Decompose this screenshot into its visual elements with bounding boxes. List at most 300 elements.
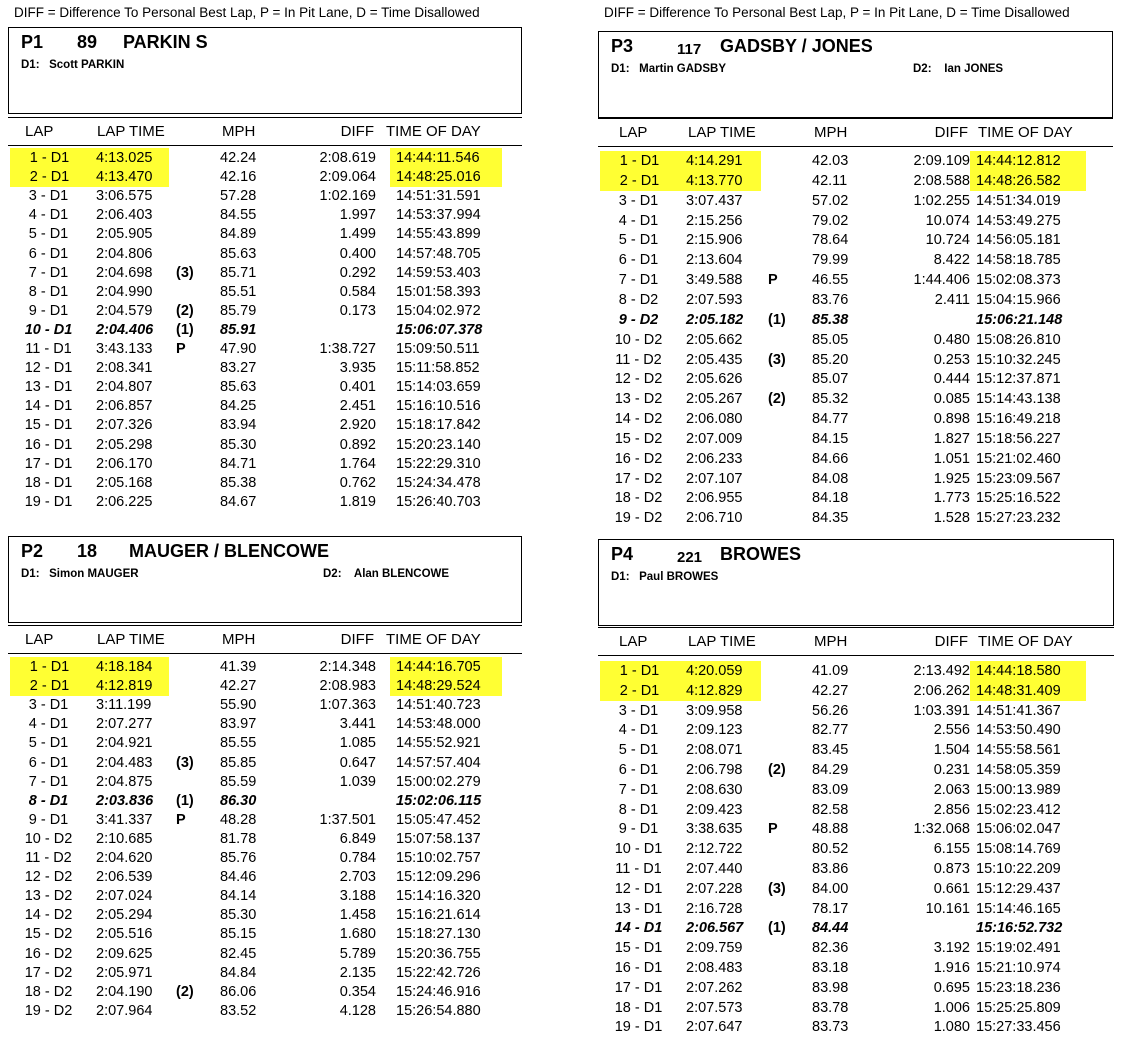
lap-time: 3:07.437 bbox=[686, 193, 743, 209]
lap-flag: P bbox=[768, 821, 778, 837]
lap-number: 14 - D2 bbox=[614, 411, 663, 427]
column-headings bbox=[598, 118, 1113, 147]
lap-time: 4:14.291 bbox=[679, 151, 761, 171]
lap-time-of-day: 15:04:15.966 bbox=[976, 292, 1061, 308]
lap-diff: 0.898 bbox=[933, 411, 970, 427]
lap-row bbox=[8, 1001, 522, 1021]
lap-time: 2:06.233 bbox=[686, 451, 743, 467]
lap-mph: 82.77 bbox=[812, 722, 849, 738]
lap-number: 10 - D2 bbox=[614, 332, 663, 348]
lap-flag: (3) bbox=[176, 265, 194, 281]
lap-time-of-day: 14:44:16.705 bbox=[390, 657, 502, 677]
lap-time-of-day: 14:48:25.016 bbox=[390, 167, 502, 187]
lap-time-of-day: 14:55:58.561 bbox=[976, 742, 1061, 758]
lap-time: 2:05.294 bbox=[96, 907, 153, 923]
lap-number: 13 - D1 bbox=[24, 379, 73, 395]
lap-row bbox=[598, 760, 1114, 780]
lap-time: 2:06.170 bbox=[96, 456, 153, 472]
lap-time-of-day: 15:26:54.880 bbox=[396, 1003, 481, 1019]
lap-flag: (1) bbox=[176, 793, 194, 809]
lap-time-of-day: 14:55:52.921 bbox=[396, 735, 481, 751]
lap-diff: 10.074 bbox=[925, 213, 970, 229]
lap-time: 2:07.262 bbox=[686, 980, 743, 996]
lap-row bbox=[8, 791, 522, 811]
lap-time: 2:04.579 bbox=[96, 303, 153, 319]
lap-time-of-day: 15:18:17.842 bbox=[396, 417, 481, 433]
lap-time: 4:13.025 bbox=[89, 148, 169, 168]
lap-mph: 86.30 bbox=[220, 793, 257, 809]
lap-row bbox=[598, 978, 1114, 998]
lap-time: 4:20.059 bbox=[679, 661, 761, 681]
lap-time-of-day: 15:16:52.732 bbox=[976, 920, 1063, 936]
lap-time-of-day: 15:19:02.491 bbox=[976, 940, 1061, 956]
lap-time-of-day: 15:16:49.218 bbox=[976, 411, 1061, 427]
lap-flag: (1) bbox=[768, 920, 786, 936]
lap-time: 2:08.630 bbox=[686, 782, 743, 798]
lap-row bbox=[598, 681, 1114, 701]
lap-number: 14 - D1 bbox=[24, 398, 73, 414]
lap-flag: (3) bbox=[768, 881, 786, 897]
lap-time: 2:12.722 bbox=[686, 841, 743, 857]
lap-number: 1 - D1 bbox=[10, 148, 89, 168]
lap-mph: 57.28 bbox=[220, 188, 257, 204]
lap-time-of-day: 14:48:31.409 bbox=[970, 681, 1086, 701]
lap-mph: 57.02 bbox=[812, 193, 849, 209]
lap-number: 4 - D1 bbox=[28, 716, 69, 732]
lap-number: 13 - D2 bbox=[614, 391, 663, 407]
lap-row bbox=[598, 310, 1113, 330]
lap-mph: 83.18 bbox=[812, 960, 849, 976]
heading-diff: DIFF bbox=[934, 124, 968, 141]
lap-diff: 2.856 bbox=[933, 802, 970, 818]
lap-mph: 85.20 bbox=[812, 352, 849, 368]
lap-number: 5 - D1 bbox=[618, 232, 659, 248]
lap-number: 15 - D1 bbox=[614, 940, 663, 956]
team-name: MAUGER / BLENCOWE bbox=[129, 541, 329, 561]
lap-diff: 1.680 bbox=[339, 926, 376, 942]
lap-diff: 10.161 bbox=[925, 901, 970, 917]
lap-mph: 46.55 bbox=[812, 272, 849, 288]
lap-time: 2:04.990 bbox=[96, 284, 153, 300]
driver-1: D1: Simon MAUGER bbox=[21, 568, 139, 580]
lap-row bbox=[8, 676, 522, 696]
lap-time: 2:07.573 bbox=[686, 1000, 743, 1016]
position-label: P2 bbox=[21, 541, 44, 561]
lap-row bbox=[598, 720, 1114, 740]
lap-mph: 42.11 bbox=[812, 173, 848, 189]
lap-time-of-day: 15:14:16.320 bbox=[396, 888, 481, 904]
lap-number: 6 - D1 bbox=[28, 755, 69, 771]
lap-mph: 42.24 bbox=[220, 150, 257, 166]
lap-diff: 0.085 bbox=[933, 391, 970, 407]
lap-number: 16 - D2 bbox=[614, 451, 663, 467]
lap-number: 6 - D1 bbox=[618, 762, 659, 778]
lap-number: 7 - D1 bbox=[28, 774, 69, 790]
lap-mph: 84.44 bbox=[812, 920, 849, 936]
lap-mph: 83.78 bbox=[812, 1000, 849, 1016]
lap-diff: 1:02.169 bbox=[319, 188, 376, 204]
lap-mph: 84.14 bbox=[220, 888, 257, 904]
lap-diff: 2:06.262 bbox=[913, 683, 970, 699]
lap-time-of-day: 15:11:58.852 bbox=[396, 360, 480, 376]
lap-row bbox=[8, 301, 522, 321]
lap-row bbox=[8, 282, 522, 302]
lap-mph: 84.84 bbox=[220, 965, 257, 981]
lap-mph: 47.90 bbox=[220, 341, 257, 357]
lap-number: 18 - D2 bbox=[614, 490, 663, 506]
lap-diff: 1.925 bbox=[933, 471, 970, 487]
lap-time: 2:04.190 bbox=[96, 984, 153, 1000]
lap-diff: 1.764 bbox=[339, 456, 376, 472]
lap-mph: 84.55 bbox=[220, 207, 257, 223]
lap-diff: 0.873 bbox=[933, 861, 970, 877]
lap-row bbox=[598, 330, 1113, 350]
lap-diff: 2.411 bbox=[934, 292, 970, 308]
lap-row bbox=[598, 151, 1113, 171]
lap-time: 2:06.080 bbox=[686, 411, 743, 427]
lap-diff: 0.661 bbox=[933, 881, 970, 897]
lap-number: 10 - D1 bbox=[614, 841, 663, 857]
lap-time: 3:38.635 bbox=[686, 821, 743, 837]
lap-number: 9 - D1 bbox=[28, 303, 69, 319]
lap-number: 11 - D1 bbox=[25, 341, 72, 357]
lap-mph: 83.76 bbox=[812, 292, 849, 308]
lap-number: 15 - D2 bbox=[614, 431, 663, 447]
lap-mph: 83.52 bbox=[220, 1003, 257, 1019]
lap-mph: 56.26 bbox=[812, 703, 849, 719]
lap-time-of-day: 15:16:21.614 bbox=[396, 907, 481, 923]
lap-row bbox=[598, 800, 1114, 820]
lap-mph: 79.99 bbox=[812, 252, 849, 268]
lap-number: 9 - D1 bbox=[28, 812, 69, 828]
lap-row bbox=[8, 377, 522, 397]
lap-flag: P bbox=[176, 341, 186, 357]
lap-row bbox=[8, 186, 522, 206]
lap-row bbox=[598, 839, 1114, 859]
lap-time: 2:04.620 bbox=[96, 850, 153, 866]
lap-time-of-day: 14:58:18.785 bbox=[976, 252, 1061, 268]
lap-mph: 48.28 bbox=[220, 812, 257, 828]
lap-mph: 85.55 bbox=[220, 735, 257, 751]
lap-number: 5 - D1 bbox=[28, 735, 69, 751]
lap-time-of-day: 15:08:14.769 bbox=[976, 841, 1061, 857]
lap-time-of-day: 15:24:46.916 bbox=[396, 984, 481, 1000]
lap-time: 2:07.024 bbox=[96, 888, 153, 904]
driver-1: D1: Martin GADSBY bbox=[611, 63, 727, 75]
lap-diff: 2.920 bbox=[339, 417, 376, 433]
lap-diff: 2.451 bbox=[339, 398, 376, 414]
lap-flag: (2) bbox=[768, 762, 786, 778]
lap-row bbox=[8, 224, 522, 244]
lap-flag: (1) bbox=[176, 322, 194, 338]
lap-time: 2:06.857 bbox=[96, 398, 153, 414]
lap-time-of-day: 15:01:58.393 bbox=[396, 284, 481, 300]
lap-row bbox=[8, 753, 522, 773]
lap-time: 3:43.133 bbox=[96, 341, 153, 357]
lap-mph: 85.32 bbox=[812, 391, 849, 407]
lap-row bbox=[598, 449, 1113, 469]
lap-time: 3:06.575 bbox=[96, 188, 153, 204]
lap-time-of-day: 15:24:34.478 bbox=[396, 475, 481, 491]
lap-time-of-day: 14:57:57.404 bbox=[396, 755, 481, 771]
lap-mph: 83.09 bbox=[812, 782, 849, 798]
lap-time-of-day: 14:53:49.275 bbox=[976, 213, 1061, 229]
lap-row bbox=[8, 829, 522, 849]
lap-time-of-day: 15:27:23.232 bbox=[976, 510, 1061, 526]
lap-row bbox=[598, 191, 1113, 211]
lap-row bbox=[598, 488, 1113, 508]
lap-time-of-day: 15:10:32.245 bbox=[976, 352, 1061, 368]
lap-mph: 48.88 bbox=[812, 821, 849, 837]
heading-diff: DIFF bbox=[340, 631, 374, 648]
position-label: P1 bbox=[21, 32, 44, 52]
lap-row bbox=[598, 879, 1114, 899]
lap-row bbox=[8, 244, 522, 264]
lap-time-of-day: 14:51:40.723 bbox=[396, 697, 481, 713]
lap-time-of-day: 15:22:42.726 bbox=[396, 965, 481, 981]
heading-tod: TIME OF DAY bbox=[978, 633, 1073, 650]
lap-time-of-day: 15:10:02.757 bbox=[396, 850, 481, 866]
lap-diff: 0.762 bbox=[339, 475, 376, 491]
lap-number: 10 - D1 bbox=[24, 322, 73, 338]
lap-mph: 82.36 bbox=[812, 940, 849, 956]
lap-time-of-day: 14:51:41.367 bbox=[976, 703, 1061, 719]
lap-time: 2:06.798 bbox=[686, 762, 743, 778]
lap-time: 3:49.588 bbox=[686, 272, 743, 288]
lap-row bbox=[8, 263, 522, 283]
lap-diff: 0.584 bbox=[339, 284, 376, 300]
lap-diff: 2:08.619 bbox=[319, 150, 376, 166]
lap-row bbox=[598, 369, 1113, 389]
lap-mph: 42.27 bbox=[812, 683, 849, 699]
position-label: P3 bbox=[611, 36, 634, 56]
lap-time-of-day: 14:44:12.812 bbox=[970, 151, 1086, 171]
lap-row bbox=[8, 905, 522, 925]
lap-mph: 42.27 bbox=[220, 678, 257, 694]
lap-diff: 3.441 bbox=[339, 716, 376, 732]
lap-time: 2:09.123 bbox=[686, 722, 743, 738]
lap-row bbox=[8, 714, 522, 734]
lap-number: 19 - D1 bbox=[24, 494, 73, 510]
lap-number: 7 - D1 bbox=[28, 265, 69, 281]
column-headings bbox=[598, 627, 1114, 656]
lap-row bbox=[8, 924, 522, 944]
lap-row bbox=[8, 358, 522, 378]
lap-flag: P bbox=[176, 812, 186, 828]
heading-laptime: LAP TIME bbox=[97, 123, 165, 140]
lap-time: 2:06.710 bbox=[686, 510, 743, 526]
lap-diff: 1.504 bbox=[933, 742, 970, 758]
lap-time-of-day: 15:16:10.516 bbox=[396, 398, 481, 414]
lap-mph: 80.52 bbox=[812, 841, 849, 857]
lap-number: 17 - D2 bbox=[24, 965, 73, 981]
lap-row bbox=[8, 492, 522, 512]
lap-row bbox=[598, 1017, 1114, 1037]
lap-time: 4:12.829 bbox=[679, 681, 761, 701]
lap-time: 2:09.625 bbox=[96, 946, 153, 962]
lap-row bbox=[598, 230, 1113, 250]
lap-time: 4:13.470 bbox=[89, 167, 169, 187]
lap-mph: 41.09 bbox=[812, 663, 849, 679]
heading-lap: LAP bbox=[619, 633, 648, 650]
lap-time: 2:07.964 bbox=[96, 1003, 153, 1019]
lap-mph: 85.71 bbox=[220, 265, 257, 281]
lap-time: 2:07.228 bbox=[686, 881, 743, 897]
lap-diff: 2.556 bbox=[933, 722, 970, 738]
lap-number: 10 - D2 bbox=[24, 831, 73, 847]
lap-number: 14 - D1 bbox=[614, 920, 663, 936]
lap-row bbox=[8, 944, 522, 964]
lap-time: 2:07.647 bbox=[686, 1019, 743, 1035]
lap-number: 13 - D1 bbox=[614, 901, 663, 917]
lap-time-of-day: 15:02:06.115 bbox=[396, 793, 482, 809]
lap-row bbox=[598, 429, 1113, 449]
lap-number: 12 - D2 bbox=[614, 371, 663, 387]
lap-mph: 79.02 bbox=[812, 213, 849, 229]
lap-mph: 83.94 bbox=[220, 417, 257, 433]
lap-diff: 1:03.391 bbox=[913, 703, 970, 719]
lap-mph: 85.91 bbox=[220, 322, 257, 338]
lap-time-of-day: 15:08:26.810 bbox=[976, 332, 1061, 348]
lap-time-of-day: 15:18:27.130 bbox=[396, 926, 481, 942]
lap-diff: 10.724 bbox=[925, 232, 970, 248]
lap-row bbox=[598, 701, 1114, 721]
lap-diff: 2:13.492 bbox=[913, 663, 970, 679]
heading-mph: MPH bbox=[814, 633, 848, 650]
lap-number: 19 - D2 bbox=[24, 1003, 73, 1019]
lap-time: 2:05.626 bbox=[686, 371, 743, 387]
lap-number: 12 - D1 bbox=[614, 881, 663, 897]
lap-diff: 1:02.255 bbox=[913, 193, 970, 209]
lap-row bbox=[8, 810, 522, 830]
lap-diff: 0.401 bbox=[339, 379, 376, 395]
lap-time-of-day: 15:10:22.209 bbox=[976, 861, 1061, 877]
lap-row bbox=[8, 167, 522, 187]
lap-row bbox=[598, 938, 1114, 958]
lap-diff: 0.354 bbox=[339, 984, 376, 1000]
lap-diff: 8.422 bbox=[933, 252, 970, 268]
lap-diff: 1.051 bbox=[933, 451, 970, 467]
lap-row bbox=[598, 740, 1114, 760]
lap-diff: 0.231 bbox=[933, 762, 970, 778]
lap-time-of-day: 14:48:29.524 bbox=[390, 676, 502, 696]
lap-time: 3:09.958 bbox=[686, 703, 743, 719]
lap-mph: 83.27 bbox=[220, 360, 257, 376]
lap-mph: 84.89 bbox=[220, 226, 257, 242]
lap-time-of-day: 14:56:05.181 bbox=[976, 232, 1061, 248]
lap-number: 17 - D1 bbox=[24, 456, 73, 472]
lap-mph: 84.08 bbox=[812, 471, 849, 487]
lap-time: 2:10.685 bbox=[96, 831, 153, 847]
lap-diff: 1.006 bbox=[933, 1000, 970, 1016]
lap-mph: 84.46 bbox=[220, 869, 257, 885]
lap-diff: 1.039 bbox=[339, 774, 376, 790]
lap-row bbox=[8, 733, 522, 753]
lap-row bbox=[8, 963, 522, 983]
lap-row bbox=[8, 657, 522, 677]
lap-time-of-day: 15:14:03.659 bbox=[396, 379, 481, 395]
lap-diff: 2:08.983 bbox=[319, 678, 376, 694]
lap-diff: 3.935 bbox=[339, 360, 376, 376]
lap-time-of-day: 15:23:09.567 bbox=[976, 471, 1061, 487]
lap-time-of-day: 15:04:02.972 bbox=[396, 303, 481, 319]
lap-diff: 0.784 bbox=[339, 850, 376, 866]
lap-mph: 85.30 bbox=[220, 437, 257, 453]
lap-diff: 2:09.109 bbox=[913, 153, 970, 169]
lap-diff: 0.173 bbox=[339, 303, 376, 319]
lap-time-of-day: 15:07:58.137 bbox=[396, 831, 481, 847]
lap-mph: 84.29 bbox=[812, 762, 849, 778]
lap-time: 2:04.698 bbox=[96, 265, 153, 281]
lap-number: 3 - D1 bbox=[618, 193, 659, 209]
lap-number: 8 - D1 bbox=[28, 793, 69, 809]
lap-diff: 0.253 bbox=[933, 352, 970, 368]
lap-time: 2:06.403 bbox=[96, 207, 153, 223]
lap-time-of-day: 14:59:53.403 bbox=[396, 265, 481, 281]
lap-number: 14 - D2 bbox=[24, 907, 73, 923]
lap-time: 2:04.806 bbox=[96, 246, 153, 262]
lap-diff: 0.292 bbox=[339, 265, 376, 281]
lap-diff: 6.155 bbox=[933, 841, 970, 857]
lap-diff: 2.063 bbox=[933, 782, 970, 798]
lap-time: 2:07.593 bbox=[686, 292, 743, 308]
lap-row bbox=[8, 772, 522, 792]
lap-row bbox=[598, 211, 1113, 231]
lap-time-of-day: 15:02:08.373 bbox=[976, 272, 1061, 288]
lap-time: 2:07.277 bbox=[96, 716, 153, 732]
lap-diff: 1:37.501 bbox=[319, 812, 376, 828]
lap-mph: 85.30 bbox=[220, 907, 257, 923]
lap-row bbox=[8, 695, 522, 715]
lap-time-of-day: 15:25:16.522 bbox=[976, 490, 1061, 506]
lap-mph: 78.17 bbox=[812, 901, 849, 917]
lap-time-of-day: 14:53:37.994 bbox=[396, 207, 481, 223]
team-name: BROWES bbox=[720, 544, 801, 564]
lap-time: 2:05.905 bbox=[96, 226, 153, 242]
lap-number: 4 - D1 bbox=[618, 213, 659, 229]
lap-diff: 1.528 bbox=[933, 510, 970, 526]
car-number: 89 bbox=[77, 32, 98, 52]
heading-mph: MPH bbox=[222, 631, 256, 648]
heading-tod: TIME OF DAY bbox=[386, 123, 481, 140]
lap-time-of-day: 14:57:48.705 bbox=[396, 246, 481, 262]
driver-2: D2: Alan BLENCOWE bbox=[323, 568, 450, 580]
lap-number: 18 - D2 bbox=[24, 984, 73, 1000]
lap-time: 2:08.341 bbox=[96, 360, 153, 376]
lap-time-of-day: 15:00:13.989 bbox=[976, 782, 1061, 798]
heading-lap: LAP bbox=[619, 124, 648, 141]
lap-mph: 85.05 bbox=[812, 332, 849, 348]
lap-mph: 84.71 bbox=[220, 456, 257, 472]
lap-number: 16 - D1 bbox=[24, 437, 73, 453]
lap-number: 2 - D1 bbox=[600, 171, 679, 191]
lap-time: 2:16.728 bbox=[686, 901, 743, 917]
lap-mph: 82.45 bbox=[220, 946, 257, 962]
lap-mph: 85.63 bbox=[220, 379, 257, 395]
car-number: 117 bbox=[677, 41, 702, 58]
lap-time: 2:06.567 bbox=[686, 920, 744, 936]
lap-mph: 81.78 bbox=[220, 831, 257, 847]
lap-time: 2:08.071 bbox=[686, 742, 743, 758]
lap-mph: 85.79 bbox=[220, 303, 257, 319]
lap-time-of-day: 15:18:56.227 bbox=[976, 431, 1061, 447]
lap-diff: 1.827 bbox=[933, 431, 970, 447]
lap-time: 2:07.107 bbox=[686, 471, 743, 487]
lap-time-of-day: 15:20:23.140 bbox=[396, 437, 481, 453]
lap-row bbox=[598, 350, 1113, 370]
lap-number: 12 - D1 bbox=[24, 360, 73, 376]
car-number: 221 bbox=[677, 549, 703, 566]
